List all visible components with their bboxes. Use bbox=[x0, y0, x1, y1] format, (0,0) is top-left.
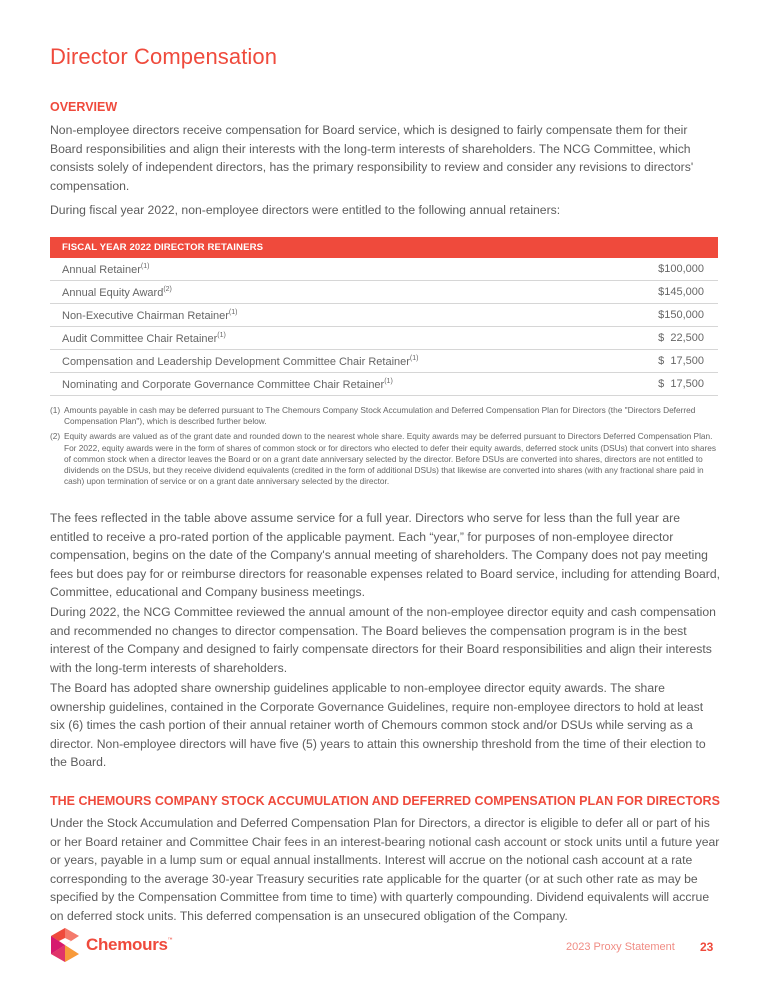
deferred-plan-paragraph: Under the Stock Accumulation and Deferred Compensation Plan for Directors, a director is eligible to defer all or part of his or her Board retainer and Committee Chair fees in an interest-bearing notional cash account or stock units until a future year or years, payable in a lump sum or equal annual installments. Interest will accrue on the notional cash account at a rate corresponding to the average 30-year Treasury securities rate applicable for the quarter (or at such other rate as may be specified by the Compensation Committee from time to time) with quarterly compounding. Dividend equivalents will accrue on deferred stock units. This deferred compensation is an unsecured obligation of the Company. bbox=[50, 816, 720, 923]
row-value: $100,000 bbox=[658, 263, 704, 275]
overview-paragraph: Non-employee directors receive compensation for Board service, which is designed to fairly compensate them for their Board responsibilities and align their interests with the long-term interests of shareholders. The NCG Committee, which consists solely of independent directors, has the primary responsibility to review and consider any revisions to directors' compensation. bbox=[50, 123, 694, 193]
row-value: $ 17,500 bbox=[658, 355, 704, 367]
deferred-plan-heading: THE CHEMOURS COMPANY STOCK ACCUMULATION AND DEFERRED COMPENSATION PLAN FOR DIRECTORS bbox=[50, 794, 720, 808]
chemours-hexagon-logo-icon bbox=[50, 928, 80, 962]
row-value: $150,000 bbox=[658, 309, 704, 321]
table-row bbox=[50, 281, 718, 304]
chemours-logo bbox=[50, 928, 172, 962]
row-value: $ 22,500 bbox=[658, 332, 704, 344]
overview-heading: OVERVIEW bbox=[50, 100, 118, 114]
footnote-text: Amounts payable in cash may be deferred pursuant to The Chemours Company Stock Accumulation and Deferred Compensation Plan for Directors (the "Directors Deferred Compensation Plan"), which is described further below. bbox=[64, 405, 696, 427]
footnote bbox=[50, 431, 720, 487]
page-title: Director Compensation bbox=[50, 44, 278, 69]
footnote bbox=[50, 405, 720, 427]
footnote-number: (1) bbox=[50, 405, 61, 415]
page-number: 23 bbox=[700, 940, 714, 954]
footnote-ref: (1) bbox=[140, 262, 150, 270]
footnote-text: Equity awards are valued as of the grant date and rounded down to the nearest whole share. Equity awards may be deferred pursuant to Directors Deferred Compensation Plan. For 2022, equity awards were in the form of shares of common stock or for directors who elected to defer their equity awards, deferred stock units (DSUs) that convert into shares of common stock when a director leaves the Board or on a grant date anniversary selected by the director. Before DSUs are converted into shares, directors are not entitled to dividends on the DSUs, but they receive dividend equivalents (credited in the form of additional DSUs) that likewise are converted into shares (with any fractional share paid in cash) upon termination of service or on a grant date anniversary selected by the director. bbox=[64, 431, 717, 487]
footnote-ref: (2) bbox=[163, 285, 172, 293]
footnote-ref: (1) bbox=[217, 331, 226, 339]
document-label: 2023 Proxy Statement bbox=[566, 941, 675, 953]
ownership-guidelines-paragraph: The Board has adopted share ownership guidelines applicable to non-employee director equity awards. The share ownership guidelines, contained in the Corporate Governance Guidelines, require non-employee directors to hold at least six (6) times the cash portion of their annual retainer worth of Chemours common stock and/or DSUs while serving as a director. Non-employee directors will have five (5) years to attain this ownership threshold from the time of their election to the Board. bbox=[50, 681, 706, 770]
row-label: Annual Equity Award$^{(2)}$ bbox=[62, 285, 172, 299]
row-value: $145,000 bbox=[658, 286, 704, 298]
ncg-review-paragraph: During 2022, the NCG Committee reviewed the annual amount of the non-employee director equity and cash compensation and recommended no changes to director compensation. The Board believes the compensation program is in the best interest of the Company and designed to fairly compensate directors for their Board responsibilities and align their interests with the long-term interests of shareholders. bbox=[50, 605, 716, 675]
table-row bbox=[50, 327, 718, 350]
row-label: Non-Executive Chairman Retainer$^{(1)}$ bbox=[62, 308, 238, 322]
table-footnotes bbox=[50, 405, 720, 491]
row-label: Audit Committee Chair Retainer$^{(1)}$ bbox=[62, 331, 226, 345]
fees-paragraph: The fees reflected in the table above assume service for a full year. Directors who serve for less than the full year are entitled to receive a pro-rated portion of the applicable payment. Each “year,” for purposes of non-employee director compensation, begins on the date of the Company's annual meeting of shareholders. The Company does not pay meeting fees but does pay for or reimburse directors for reasonable expenses related to Board service, including for attending Board, Committee, educational and Company business meetings. bbox=[50, 511, 721, 600]
table-row bbox=[50, 350, 718, 373]
logo-wordmark: Chemours™ bbox=[86, 935, 173, 954]
director-retainers-table bbox=[50, 237, 718, 396]
table-row bbox=[50, 258, 718, 281]
footnote-ref: (1) bbox=[228, 308, 238, 316]
retainers-intro: During fiscal year 2022, non-employee directors were entitled to the following annual retainers: bbox=[50, 203, 561, 217]
table-header: FISCAL YEAR 2022 DIRECTOR RETAINERS bbox=[50, 237, 718, 258]
table-row bbox=[50, 304, 718, 327]
row-label: Annual Retainer$^{(1)}$ bbox=[62, 262, 150, 276]
row-label: Compensation and Leadership Development Committee Chair Retainer$^{(1)}$ bbox=[62, 354, 419, 368]
row-value: $ 17,500 bbox=[658, 378, 704, 390]
table-row bbox=[50, 373, 718, 396]
row-label: Nominating and Corporate Governance Committee Chair Retainer$^{(1)}$ bbox=[62, 377, 393, 391]
footnote-number: (2) bbox=[50, 431, 61, 442]
footnote-ref: (1) bbox=[409, 354, 419, 362]
footnote-ref: (1) bbox=[384, 377, 393, 385]
